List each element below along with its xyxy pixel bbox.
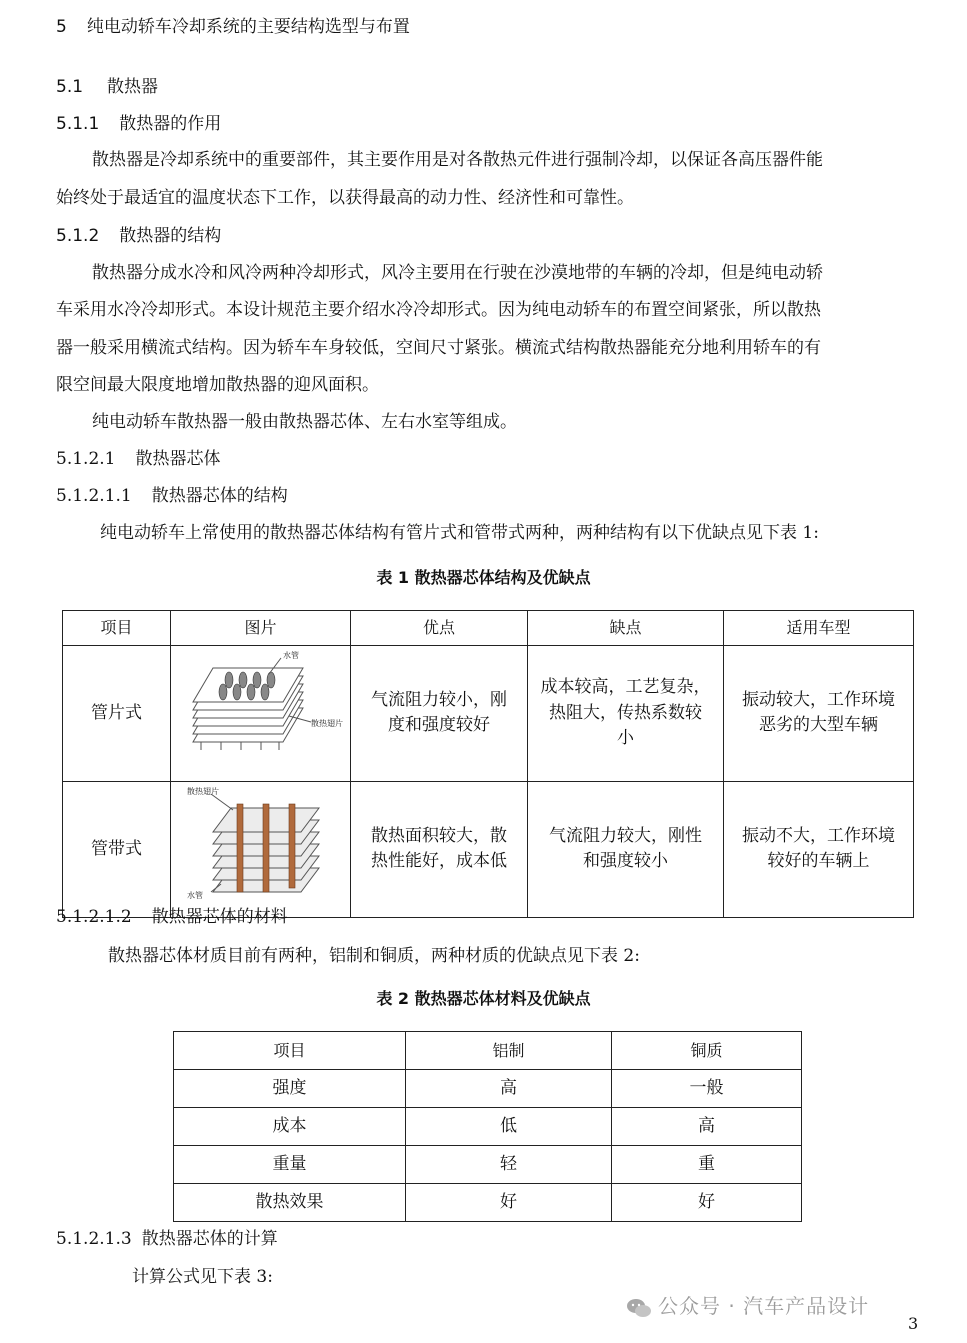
heading-number: 5.1.2: [56, 226, 100, 246]
table-row: [174, 1108, 802, 1146]
table-cell: 轻: [406, 1146, 612, 1184]
section-5-1-2-1-heading: [56, 444, 220, 469]
paragraph-line: 车采用水冷冷却形式。本设计规范主要介绍水冷冷却形式。因为纯电动轿车的布置空间紧张，所以散热: [56, 300, 821, 320]
pros-cell: [351, 781, 528, 918]
fit-cell: [724, 781, 914, 918]
heading-number: 5.1.2.1.3: [56, 1229, 132, 1249]
paragraph-line: 纯电动轿车上常使用的散热器芯体结构有管片式和管带式两种，两种结构有以下优缺点见下表 1:: [100, 523, 819, 543]
image-label: 水管: [187, 890, 203, 900]
cell-line: 较好的车辆上: [767, 851, 870, 872]
table-header-row: [174, 1032, 802, 1070]
cons-cell: [528, 781, 724, 918]
paragraph-line: 散热器是冷却系统中的重要部件，其主要作用是对各散热元件进行强制冷却，以保证各高压器件能: [92, 150, 823, 170]
table-cell: 重量: [174, 1146, 406, 1184]
table-cell: 强度: [174, 1070, 406, 1108]
table-cell: 好: [612, 1184, 802, 1222]
heading-title: 散热器芯体的计算: [141, 1229, 278, 1249]
wechat-icon: [626, 1297, 652, 1319]
table-cell: 低: [406, 1108, 612, 1146]
image-label: 散热翅片: [187, 786, 219, 796]
table-row: [174, 1146, 802, 1184]
table-cell: 成本: [174, 1108, 406, 1146]
table-row: [174, 1184, 802, 1222]
heading-number: 5.1.2.1.1: [56, 486, 132, 506]
header-cell: 铜质: [612, 1032, 802, 1070]
tube-belt-radiator-image: [171, 782, 351, 909]
cell-line: 气流阻力较小，刚: [371, 689, 507, 710]
table-2: [173, 1031, 802, 1222]
paragraph-line: 纯电动轿车散热器一般由散热器芯体、左右水室等组成。: [92, 412, 517, 432]
fit-cell: [724, 646, 914, 782]
heading-number: 5.1.1: [56, 114, 100, 134]
section-5-1-heading: [56, 72, 158, 97]
watermark-text: 公众号 · 汽车产品设计: [658, 1294, 870, 1318]
cell-line: 成本较高，工艺复杂，: [540, 677, 711, 697]
section-5-1-2-heading: [56, 221, 221, 246]
section-5-1-1-heading: [56, 109, 221, 134]
paragraph-line: 始终处于最适宜的温度状态下工作，以获得最高的动力性、经济性和可靠性。: [56, 188, 634, 208]
cell-line: 小: [617, 728, 634, 748]
header-cell: 图片: [171, 611, 351, 646]
cell-line: 振动较大，工作环境: [742, 689, 895, 710]
cell-line: 热性能好，成本低: [371, 851, 507, 872]
heading-number: 5.1.2.1.2: [56, 907, 132, 927]
header-cell: 适用车型: [724, 611, 914, 646]
heading-title: 散热器: [107, 77, 159, 97]
cell-line: 和强度较小: [583, 851, 668, 872]
heading-number: 5.1: [56, 77, 84, 97]
heading-title: 散热器芯体的结构: [151, 486, 288, 506]
image-label: 水管: [283, 651, 299, 660]
section-5-1-2-1-2-heading: [56, 902, 288, 927]
watermark: [626, 1290, 869, 1319]
pros-cell: [351, 646, 528, 782]
image-cell: [171, 646, 351, 782]
table-1: [62, 610, 914, 918]
header-cell: 缺点: [528, 611, 724, 646]
tube-fin-radiator-image: [171, 646, 351, 772]
cons-cell: [528, 646, 724, 782]
paragraph-line: 器一般采用横流式结构。因为轿车车身较低，空间尺寸紧张。横流式结构散热器能充分地利用轿车的有: [56, 338, 821, 358]
header-cell: 铝制: [406, 1032, 612, 1070]
header-cell: 项目: [63, 611, 171, 646]
table-cell: 高: [406, 1070, 612, 1108]
cell-line: 度和强度较好: [388, 715, 490, 736]
table-cell: 高: [612, 1108, 802, 1146]
heading-title: 散热器芯体的材料: [151, 907, 288, 927]
image-label: 散热翅片: [311, 719, 343, 728]
cell-line: 散热面积较大，散: [371, 825, 507, 846]
section-5-1-2-1-3-heading: [56, 1224, 278, 1249]
table-cell: 一般: [612, 1070, 802, 1108]
table-cell: 好: [406, 1184, 612, 1222]
heading-title: 散热器的结构: [119, 226, 222, 246]
page-number: 3: [908, 1314, 919, 1333]
heading-number: 5: [56, 17, 67, 37]
table-row: [174, 1070, 802, 1108]
cell-line: 振动不大，工作环境: [742, 825, 895, 846]
image-cell: [171, 781, 351, 918]
table-header-row: [63, 611, 914, 646]
cell-line: 恶劣的大型车辆: [759, 715, 878, 736]
heading-title: 散热器芯体: [135, 449, 221, 469]
table-row: [63, 646, 914, 782]
heading-title: 纯电动轿车冷却系统的主要结构选型与布置: [86, 17, 410, 37]
table-cell: 散热效果: [174, 1184, 406, 1222]
section-5-heading: [56, 12, 410, 37]
paragraph-line: 限空间最大限度地增加散热器的迎风面积。: [56, 375, 379, 395]
table-row: [63, 781, 914, 918]
section-5-1-2-1-1-heading: [56, 481, 288, 506]
table-1-caption: 表 1 散热器芯体结构及优缺点: [376, 568, 591, 587]
header-cell: 优点: [351, 611, 528, 646]
row-label-cell: 管片式: [63, 646, 171, 782]
row-label-cell: 管带式: [63, 781, 171, 918]
cell-line: 热阻大，传热系数较: [549, 702, 702, 723]
paragraph-line: 散热器芯体材质目前有两种，铝制和铜质，两种材质的优缺点见下表 2:: [108, 946, 640, 966]
paragraph-line: 计算公式见下表 3:: [132, 1267, 273, 1287]
heading-title: 散热器的作用: [119, 114, 222, 134]
header-cell: 项目: [174, 1032, 406, 1070]
heading-number: 5.1.2.1: [56, 449, 116, 469]
table-2-caption: 表 2 散热器芯体材料及优缺点: [376, 989, 591, 1008]
cell-line: 气流阻力较大，刚性: [549, 825, 702, 846]
table-cell: 重: [612, 1146, 802, 1184]
paragraph-line: 散热器分成水冷和风冷两种冷却形式，风冷主要用在行驶在沙漠地带的车辆的冷却，但是纯电动轿: [92, 263, 823, 283]
